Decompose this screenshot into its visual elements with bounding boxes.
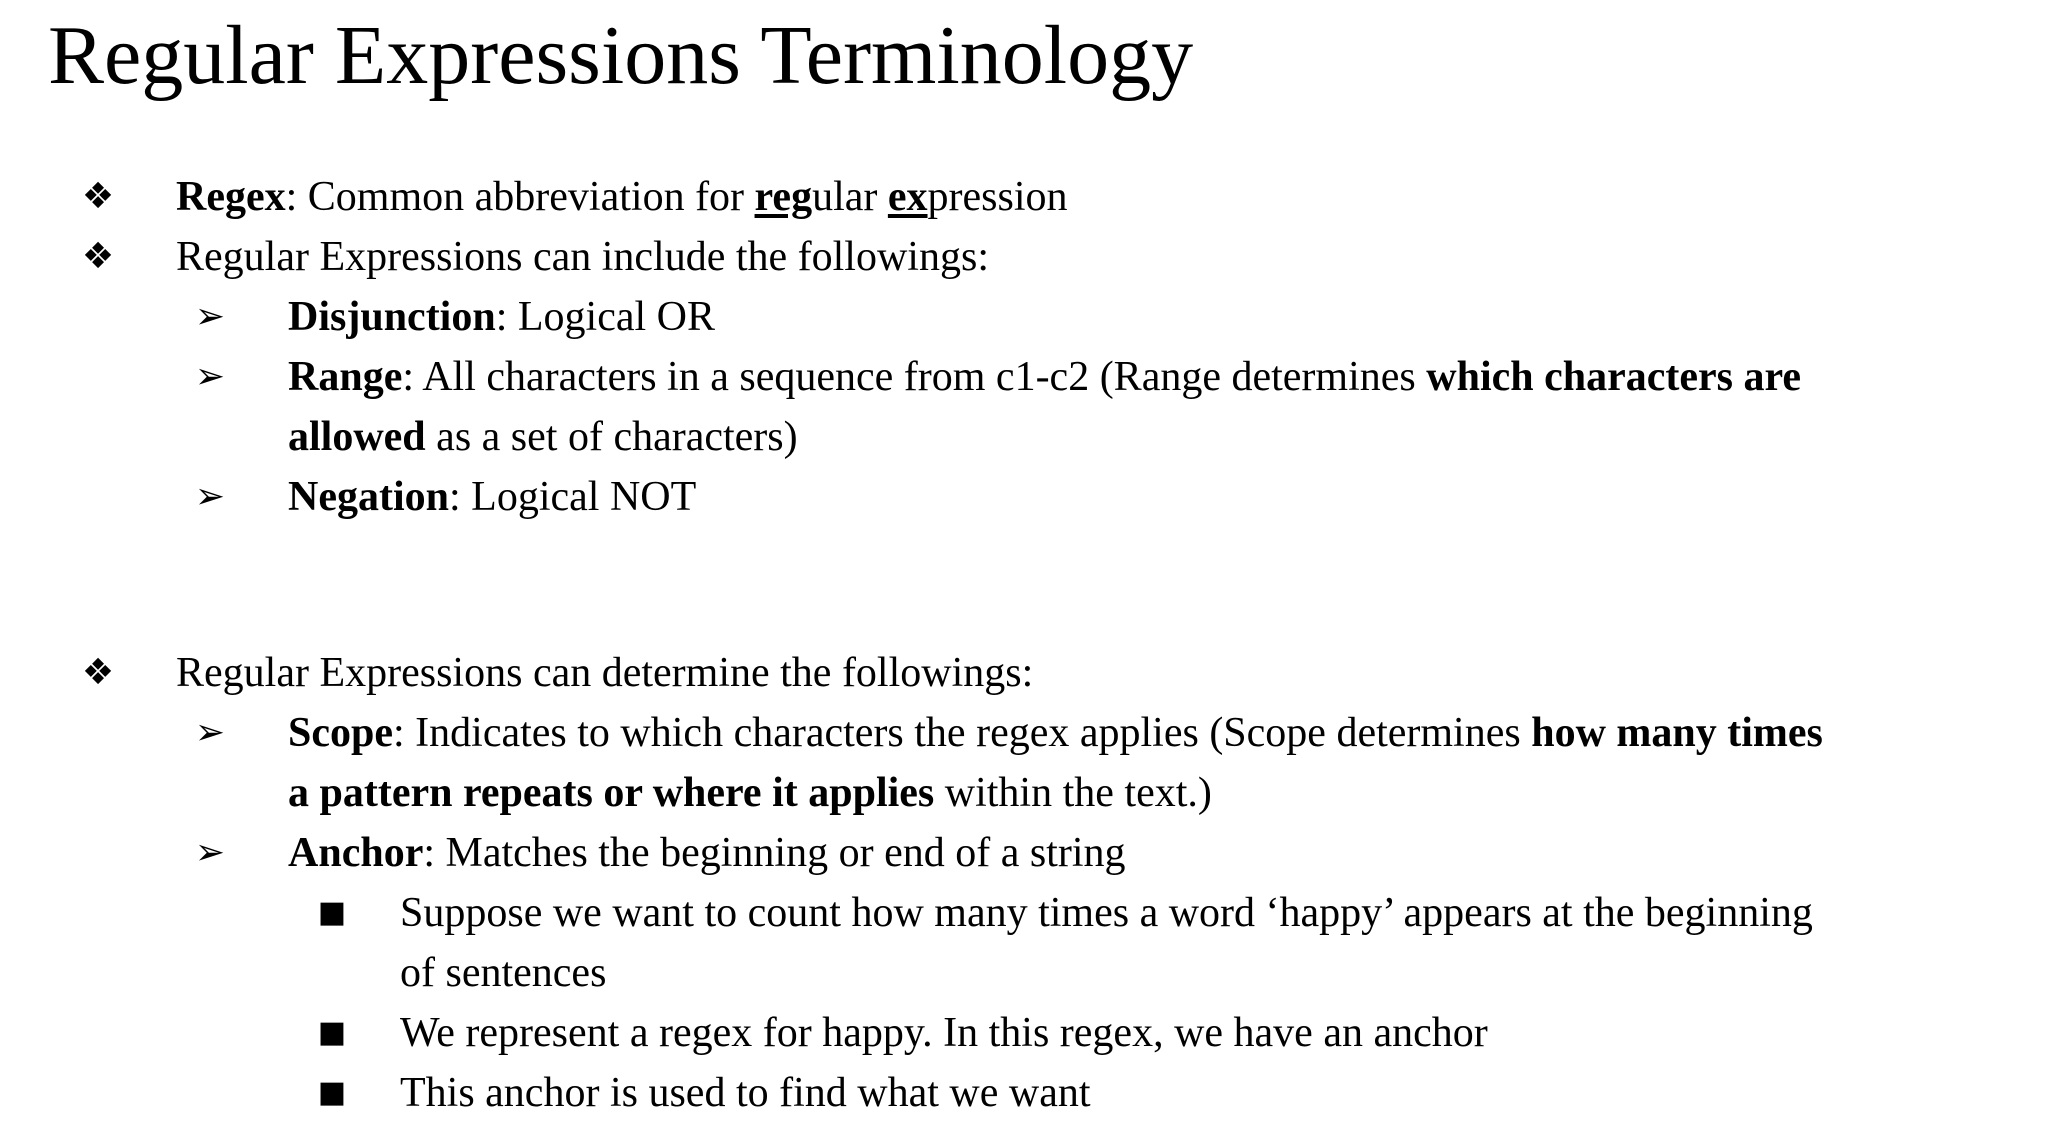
disjunction-item — [288, 287, 715, 347]
anchor-sub-item-2: We represent a regex for happy. In this regex, we have an anchor — [400, 1010, 1488, 1056]
anchor-text: : Matches the beginning or end of a string — [423, 830, 1126, 876]
range-bold-continued: allowed — [288, 414, 426, 460]
regex-reg-underlined: reg — [754, 174, 813, 220]
range-item-continued — [288, 407, 798, 467]
arrow-bullet-icon: ➢ — [194, 476, 226, 517]
range-text: : All characters in a sequence from c1-c2 (Range determines — [402, 354, 1427, 400]
disjunction-term: Disjunction — [288, 294, 496, 340]
scope-text-continued: within the text.) — [934, 770, 1212, 816]
scope-text: : Indicates to which characters the regex applies (Scope determines — [393, 710, 1532, 756]
scope-item — [288, 703, 1823, 763]
scope-item-continued — [288, 763, 1212, 823]
include-item: Regular Expressions can include the followings: — [176, 234, 989, 280]
arrow-bullet-icon: ➢ — [194, 296, 226, 337]
square-bullet-icon: ■ — [317, 1015, 347, 1050]
arrow-bullet-icon: ➢ — [194, 356, 226, 397]
disjunction-text: : Logical OR — [495, 294, 715, 340]
regex-term: Regex — [176, 174, 286, 220]
negation-item — [288, 467, 696, 527]
regex-ex-underlined: ex — [887, 174, 928, 220]
negation-term: Negation — [288, 474, 449, 520]
range-item — [288, 347, 1801, 407]
range-text-continued: as a set of characters) — [425, 414, 798, 460]
diamond-bullet-icon: ❖ — [81, 652, 115, 693]
arrow-bullet-icon: ➢ — [194, 832, 226, 873]
scope-bold-continued: a pattern repeats or where it applies — [288, 770, 935, 816]
arrow-bullet-icon: ➢ — [194, 712, 226, 753]
anchor-item — [288, 823, 1126, 883]
regex-text: : Common abbreviation for — [285, 174, 755, 220]
square-bullet-icon: ■ — [317, 1075, 347, 1110]
diamond-bullet-icon: ❖ — [81, 176, 115, 217]
square-bullet-icon: ■ — [317, 895, 347, 930]
range-bold: which characters are — [1426, 354, 1802, 400]
regex-pression: pression — [927, 174, 1068, 220]
anchor-sub-item-3: This anchor is used to find what we want — [400, 1070, 1091, 1116]
diamond-bullet-icon: ❖ — [81, 236, 115, 277]
regex-ular: ular — [812, 174, 888, 220]
scope-bold: how many times — [1531, 710, 1823, 756]
anchor-sub-item-1-continued: of sentences — [400, 950, 607, 996]
negation-text: : Logical NOT — [449, 474, 697, 520]
regex-item — [176, 167, 1068, 227]
range-term: Range — [288, 354, 403, 400]
anchor-sub-item-1: Suppose we want to count how many times a word ‘happy’ appears at the beginning — [400, 890, 1813, 936]
scope-term: Scope — [288, 710, 393, 756]
determine-item: Regular Expressions can determine the followings: — [176, 650, 1034, 696]
slide-title: Regular Expressions Terminology — [48, 9, 1194, 102]
anchor-term: Anchor — [288, 830, 424, 876]
